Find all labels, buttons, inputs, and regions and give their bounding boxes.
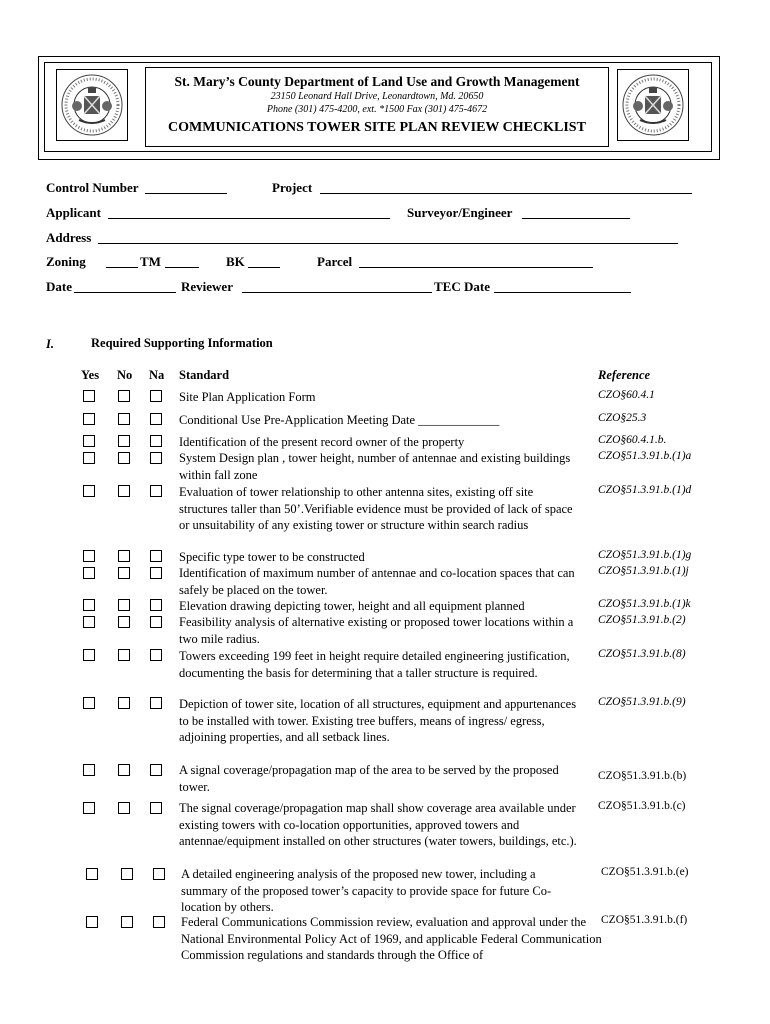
checkbox-na[interactable] [150,802,162,814]
standard-text: Specific type tower to be constructed [179,550,365,564]
checkbox-na[interactable] [150,452,162,464]
right-seal-frame [617,69,689,141]
reference-code: CZO§51.3.91.b.(9) [598,696,686,708]
checkbox-na[interactable] [150,390,162,402]
standard-text: Feasibility analysis of alternative existing or proposed tower locations within a two mile radius. [179,615,574,646]
reviewer-label: Reviewer [181,279,233,294]
reference-code: CZO§51.3.91.b.(8) [598,648,686,660]
standard-text: Evaluation of tower relationship to other antenna sites, existing off site structures taller than 50’.Verifiable evidence must be provided of lack of space or unsuitability of any existing tower or structure within search radius [179,485,573,532]
parcel-label: Parcel [317,254,353,269]
tec-date-field[interactable] [494,291,631,293]
reference-code: CZO§51.3.91.b.(1)j [598,565,689,577]
standard-text: Conditional Use Pre-Application Meeting Date _____________ [179,413,500,427]
reference-code: CZO§51.3.91.b.(1)d [598,484,692,496]
county-seal-icon [618,70,688,140]
column-standard: Standard [179,368,230,382]
department-address: 23150 Leonard Hall Drive, Leonardtown, Md. 20650 [270,91,484,102]
county-seal-icon [57,70,127,140]
reference-code: CZO§25.3 [598,412,647,424]
checkbox-yes[interactable] [83,616,95,628]
checkbox-no[interactable] [118,485,130,497]
bk-label: BK [226,254,245,269]
standard-text: Elevation drawing depicting tower, height and all equipment planned [179,599,525,613]
standard-text: A detailed engineering analysis of the proposed new tower, including a summary of the proposed tower’s capacity to provide space for future Co-location by others. [181,867,552,914]
date-field[interactable] [74,291,176,293]
address-label: Address [46,230,92,245]
checkbox-no[interactable] [118,649,130,661]
checkbox-yes[interactable] [86,868,98,880]
checkbox-na[interactable] [150,649,162,661]
header-title-block [145,67,609,147]
reference-code: CZO§51.3.91.b.(c) [598,800,686,812]
control-number-field[interactable] [145,192,227,194]
tm-field[interactable] [165,266,199,268]
checkbox-na[interactable] [150,599,162,611]
checkbox-yes[interactable] [83,452,95,464]
zoning-field[interactable] [106,266,138,268]
column-yes: Yes [81,368,100,382]
standard-text: Depiction of tower site, location of all structures, equipment and appurtenances to be installed with tower. Existing tree buffers, means of ingress/ egress, adjoining properties, and all setback lines. [179,697,577,744]
checkbox-no[interactable] [121,868,133,880]
checkbox-no[interactable] [118,435,130,447]
reference-code: CZO§51.3.91.b.(b) [598,770,687,782]
checkbox-no[interactable] [118,550,130,562]
surveyor-label: Surveyor/Engineer [407,205,513,220]
applicant-field[interactable] [108,217,390,219]
checkbox-yes[interactable] [86,916,98,928]
surveyor-field[interactable] [522,217,630,219]
date-label: Date [46,279,72,294]
checkbox-yes[interactable] [83,649,95,661]
project-label: Project [272,180,313,195]
department-name: St. Mary’s County Department of Land Use and Growth Management [174,74,580,89]
column-na: Na [149,368,165,382]
checkbox-yes[interactable] [83,567,95,579]
standard-text: Identification of maximum number of antennae and co-location spaces that can safely be placed on the tower. [179,566,575,597]
checkbox-yes[interactable] [83,413,95,425]
standard-text: System Design plan , tower height, number of antennae and existing buildings within fall zone [179,451,571,482]
section-number: I. [46,337,54,351]
project-field[interactable] [320,192,692,194]
column-no: No [117,368,133,382]
parcel-field[interactable] [359,266,593,268]
left-seal-frame [56,69,128,141]
checkbox-yes[interactable] [83,435,95,447]
checkbox-no[interactable] [118,567,130,579]
checkbox-no[interactable] [118,599,130,611]
tm-label: TM [140,254,161,269]
checkbox-no[interactable] [118,616,130,628]
checkbox-yes[interactable] [83,599,95,611]
checkbox-na[interactable] [150,697,162,709]
column-reference: Reference [598,368,651,382]
reference-code: CZO§60.4.1.b. [598,434,667,446]
checkbox-yes[interactable] [83,802,95,814]
checkbox-na[interactable] [150,485,162,497]
standard-text: Identification of the present record owner of the property [179,435,465,449]
zoning-label: Zoning [46,254,86,269]
checkbox-yes[interactable] [83,764,95,776]
reference-code: CZO§60.4.1 [598,389,655,401]
address-field[interactable] [98,242,678,244]
reference-code: CZO§51.3.91.b.(1)a [598,450,692,462]
checkbox-na[interactable] [150,435,162,447]
reference-code: CZO§51.3.91.b.(e) [601,866,689,878]
reviewer-field[interactable] [242,291,432,293]
checkbox-na[interactable] [150,567,162,579]
checkbox-na[interactable] [150,764,162,776]
reference-code: CZO§51.3.91.b.(f) [601,914,688,926]
checklist-title: COMMUNICATIONS TOWER SITE PLAN REVIEW CHECKLIST [168,120,586,135]
checkbox-yes[interactable] [83,550,95,562]
checkbox-yes[interactable] [83,485,95,497]
bk-field[interactable] [248,266,280,268]
standard-text: Towers exceeding 199 feet in height require detailed engineering justification, documenting the basis for determining that a taller structure is required. [179,649,570,680]
checkbox-yes[interactable] [83,390,95,402]
reference-code: CZO§51.3.91.b.(1)k [598,598,691,610]
checkbox-yes[interactable] [83,697,95,709]
standard-text: Site Plan Application Form [179,390,316,404]
checkbox-no[interactable] [118,697,130,709]
department-phone: Phone (301) 475-4200, ext. *1500 Fax (301) 475-4672 [266,104,488,115]
control-number-label: Control Number [46,180,139,195]
checkbox-no[interactable] [118,390,130,402]
standard-text: Federal Communications Commission review, evaluation and approval under the National Environmental Policy Act of 1969, and applicable Federal Communication Commission regulations and standards through the Office of [181,915,602,962]
checkbox-na[interactable] [150,413,162,425]
tec-date-label: TEC Date [434,279,490,294]
checkbox-na[interactable] [153,868,165,880]
standard-text: A signal coverage/propagation map of the area to be served by the proposed tower. [179,763,559,794]
section-title: Required Supporting Information [91,336,273,350]
checkbox-no[interactable] [118,413,130,425]
checkbox-no[interactable] [118,802,130,814]
reference-code: CZO§51.3.91.b.(2) [598,614,686,626]
applicant-label: Applicant [46,205,101,220]
checkbox-no[interactable] [118,764,130,776]
checkbox-na[interactable] [153,916,165,928]
checkbox-no[interactable] [118,452,130,464]
reference-code: CZO§51.3.91.b.(1)g [598,549,692,561]
checkbox-na[interactable] [150,616,162,628]
standard-text: The signal coverage/propagation map shall show coverage area available under existing towers with co-location opportunities, approved towers and antennae/equipment installed on other structures (water towers, buildings, etc.). [179,801,577,848]
checkbox-na[interactable] [150,550,162,562]
checkbox-no[interactable] [121,916,133,928]
